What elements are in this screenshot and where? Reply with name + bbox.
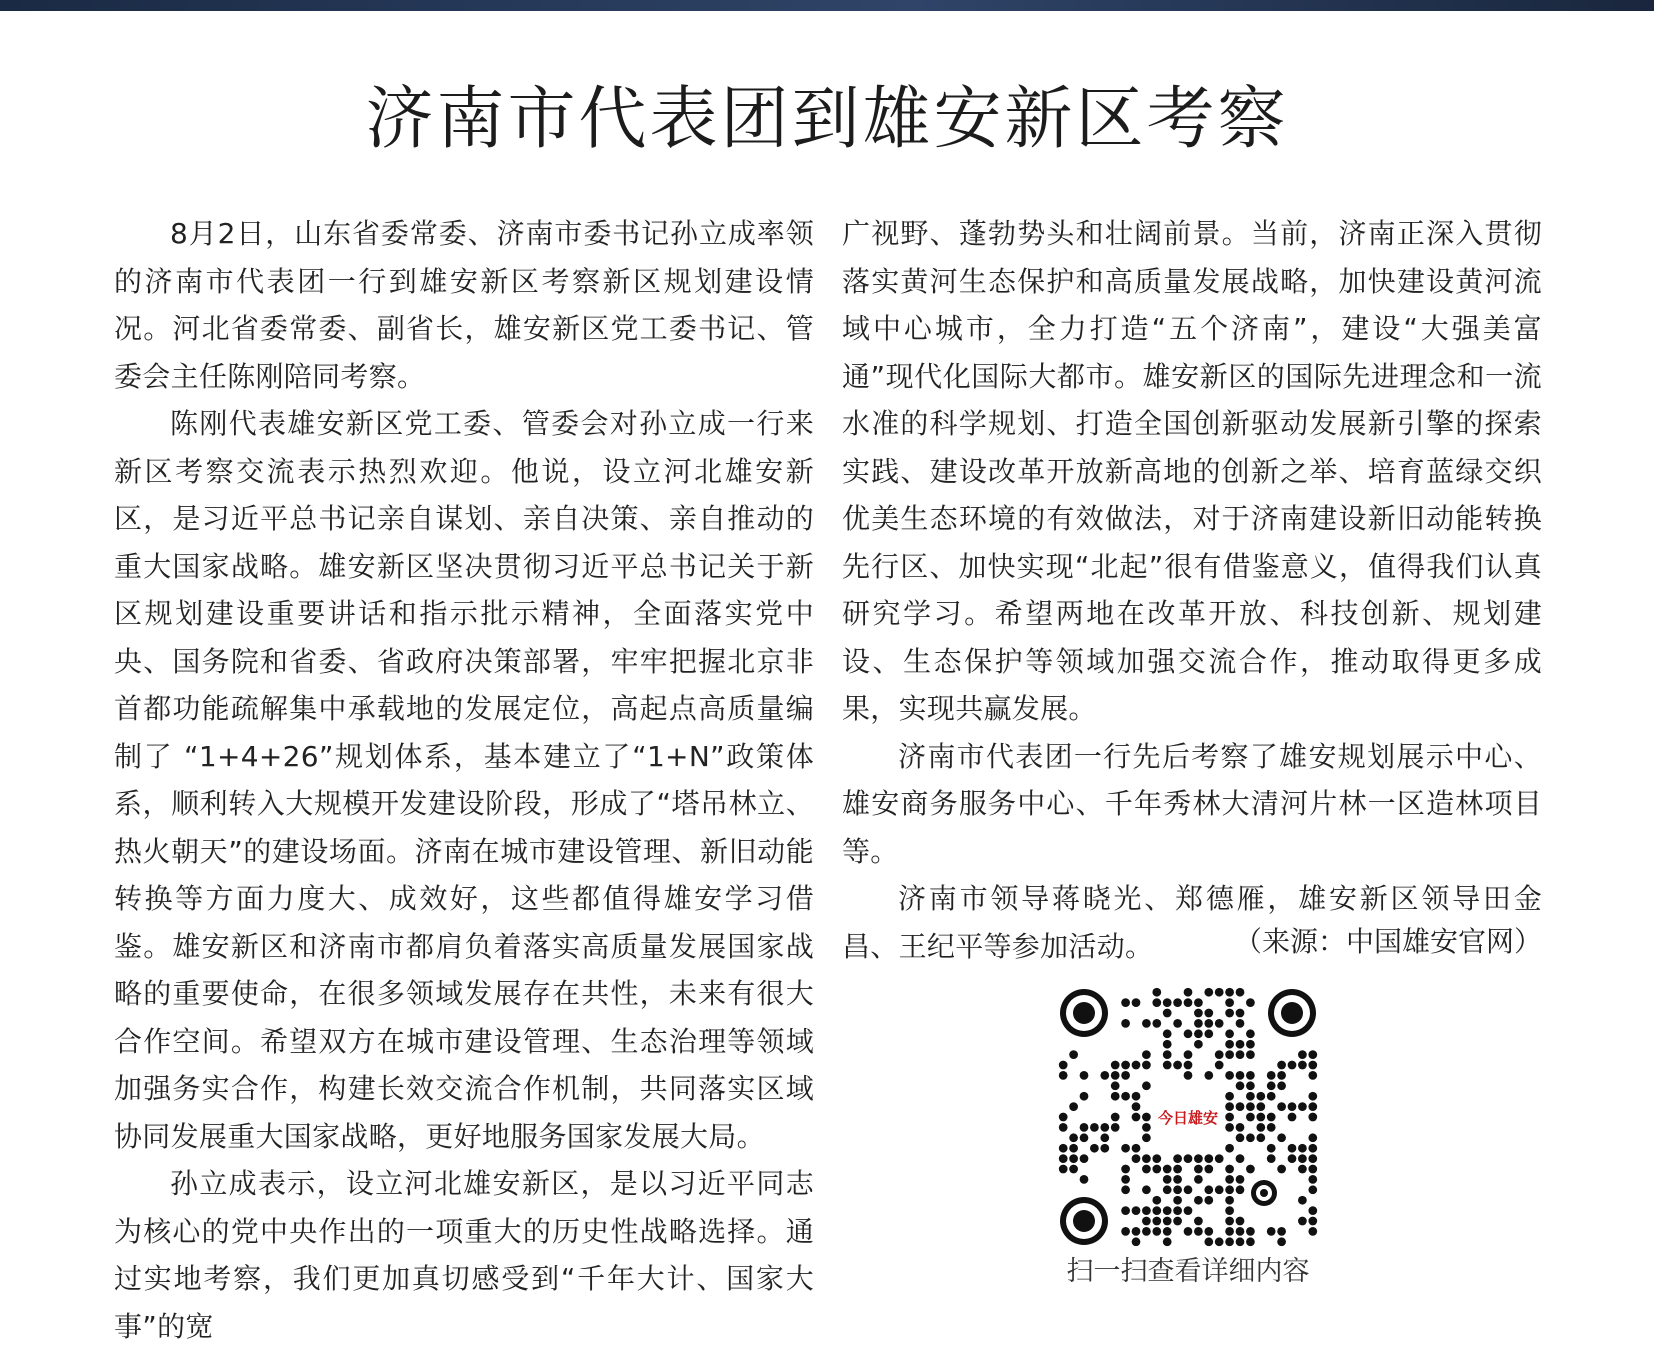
qr-module [1163,1206,1172,1215]
qr-module [1194,998,1203,1007]
qr-module [1090,1123,1099,1132]
qr-module [1246,1113,1255,1122]
qr-module [1173,1217,1182,1226]
qr-module [1298,1061,1307,1070]
qr-module [1267,1071,1276,1080]
qr-module [1152,1165,1161,1174]
qr-module [1308,1102,1317,1111]
qr-module [1236,1217,1245,1226]
qr-module [1256,1102,1265,1111]
qr-module [1194,1227,1203,1236]
qr-module [1204,988,1213,997]
qr-module [1215,1154,1224,1163]
qr-module [1308,1206,1317,1215]
qr-module [1225,1009,1234,1018]
qr-module [1173,1196,1182,1205]
qr-module [1173,1165,1182,1174]
qr-module [1256,1133,1265,1142]
qr-module [1215,1061,1224,1070]
qr-module [1121,1144,1130,1153]
qr-module [1277,1133,1286,1142]
qr-module [1215,1237,1224,1246]
qr-module [1256,1092,1265,1101]
qr-module [1059,1061,1068,1070]
qr-module [1152,1206,1161,1215]
qr-module [1308,1050,1317,1059]
qr-module [1142,1061,1151,1070]
qr-module [1236,1237,1245,1246]
qr-module [1246,1102,1255,1111]
qr-module [1111,1071,1120,1080]
qr-module [1194,1217,1203,1226]
qr-module [1277,1102,1286,1111]
qr-module [1142,1206,1151,1215]
qr-module [1308,1217,1317,1226]
qr-module [1152,998,1161,1007]
qr-module [1173,1154,1182,1163]
qr-module [1204,1237,1213,1246]
qr-module [1225,1092,1234,1101]
qr-module [1236,1071,1245,1080]
qr-module [1142,1050,1151,1059]
qr-module [1236,1154,1245,1163]
article-column-right [842,210,1542,970]
qr-module [1152,988,1161,997]
qr-module [1163,1165,1172,1174]
qr-module [1152,1227,1161,1236]
qr-module [1059,1154,1068,1163]
qr-module [1194,1019,1203,1028]
article-title: 济南市代表团到雄安新区考察 [365,80,1289,159]
qr-module [1298,1144,1307,1153]
qr-module [1277,1071,1286,1080]
paragraph-intro: 8月2日，山东省委常委、济南市委书记孙立成率领的济南市代表团一行到雄安新区考察新区规划建设情况。河北省委常委、副省长，雄安新区党工委书记、管委会主任陈刚陪同考察。 [114,217,814,393]
qr-module [1194,1165,1203,1174]
qr-module [1194,1196,1203,1205]
qr-module [1184,1029,1193,1038]
qr-module [1256,1113,1265,1122]
qr-module [1163,1217,1172,1226]
qr-module [1225,1237,1234,1246]
qr-module [1236,988,1245,997]
qr-module [1142,1081,1151,1090]
qr-module [1069,1144,1078,1153]
paragraph-sun-licheng-remarks: 孙立成表示，设立河北雄安新区，是以习近平同志为核心的党中央作出的一项重大的历史性战略选择。通过实地考察，我们更加真切感受到“千年大计、国家大事”的宽 [114,1167,814,1343]
qr-module [1184,1206,1193,1215]
qr-module [1132,1144,1141,1153]
qr-module [1215,1019,1224,1028]
qr-module [1246,1237,1255,1246]
qr-caption: 扫一扫查看详细内容 [1066,1256,1310,1287]
qr-module [1225,1175,1234,1184]
qr-logo-text: 今日雄安 [1157,1109,1219,1127]
qr-module [1111,1092,1120,1101]
qr-module [1142,1133,1151,1142]
qr-module [1173,998,1182,1007]
qr-module [1298,1196,1307,1205]
qr-module [1163,1227,1172,1236]
qr-module [1288,1061,1297,1070]
qr-module [1236,1227,1245,1236]
qr-module [1142,1165,1151,1174]
qr-module [1288,1113,1297,1122]
qr-module [1288,1154,1297,1163]
qr-module [1236,1009,1245,1018]
qr-module [1184,988,1193,997]
qr-module [1225,1206,1234,1215]
qr-module [1204,1227,1213,1236]
qr-module [1225,1196,1234,1205]
qr-module [1059,1165,1068,1174]
top-banner-bar [0,0,1654,11]
qr-module [1267,1227,1276,1236]
qr-module [1308,1144,1317,1153]
qr-module [1194,1154,1203,1163]
qr-module [1080,1154,1089,1163]
qr-module [1277,1237,1286,1246]
qr-module [1225,1185,1234,1194]
qr-module [1267,1154,1276,1163]
qr-module [1142,1227,1151,1236]
qr-module [1059,1144,1068,1153]
qr-module [1173,1019,1182,1028]
qr-module [1236,1123,1245,1132]
qr-module [1267,1123,1276,1132]
qr-module [1132,1061,1141,1070]
qr-module [1121,1175,1130,1184]
qr-module [1184,1185,1193,1194]
qr-module [1246,1040,1255,1049]
qr-module [1256,1123,1265,1132]
qr-module [1308,1061,1317,1070]
qr-module [1215,1050,1224,1059]
qr-module [1069,1154,1078,1163]
qr-module [1246,1050,1255,1059]
qr-module [1142,1113,1151,1122]
qr-module [1225,988,1234,997]
qr-module [1121,1061,1130,1070]
qr-module [1204,1019,1213,1028]
qr-module [1277,1081,1286,1090]
qr-module [1111,1123,1120,1132]
qr-module [1152,1019,1161,1028]
qr-module [1308,1175,1317,1184]
paragraph-chen-gang-remarks: 陈刚代表雄安新区党工委、管委会对孙立成一行来新区考察交流表示热烈欢迎。他说，设立河北雄安新区，是习近平总书记亲自谋划、亲自决策、亲自推动的重大国家战略。雄安新区坚决贯彻习近平总书记关于新区规划建设重要讲话和指示批示精神，全面落实党中央、国务院和省委、省政府决策部署，牢牢把握北京非首都功能疏解集中承载地的发展定位，高起点高质量编制了 “1+4+26”规划体系，基本建立了“1+N”政策体系，顺利转入大规模开发建设阶段，形成了“塔吊林立、热火朝天”的建设场面。济南在城市建设管理、新旧动能转换等方面力度大、成效好，这些都值得雄安学习借鉴。雄安新区和济南市都肩负着落实高质量发展国家战略的重要使命，在很多领域发展存在共性，未来有很大合作空间。希望双方在城市建设管理、生态治理等领域加强务实合作，构建长效交流合作机制，共同落实区域协同发展重大国家战略，更好地服务国家发展大局。 [114,407,814,1153]
qr-module [1267,1113,1276,1122]
qr-module [1152,1196,1161,1205]
qr-module [1173,1061,1182,1070]
qr-module [1163,1050,1172,1059]
qr-module [1184,998,1193,1007]
qr-module [1225,1144,1234,1153]
qr-module [1142,1019,1151,1028]
qr-module [1111,1113,1120,1122]
qr-module [1173,1185,1182,1194]
qr-module [1308,1165,1317,1174]
qr-module [1215,1185,1224,1194]
qr-module [1132,1113,1141,1122]
qr-module [1069,1102,1078,1111]
qr-module [1132,1237,1141,1246]
qr-module [1204,1071,1213,1080]
qr-code[interactable] [1058,987,1318,1247]
qr-module [1152,1217,1161,1226]
qr-module [1225,1102,1234,1111]
qr-module [1163,1040,1172,1049]
qr-module [1225,1071,1234,1080]
qr-module [1236,1019,1245,1028]
paragraph-site-visits: 济南市代表团一行先后考察了雄安规划展示中心、雄安商务服务中心、千年秀林大清河片林一区造林项目等。 [842,739,1542,868]
qr-module [1080,1092,1089,1101]
qr-module [1204,1009,1213,1018]
qr-module [1225,1113,1234,1122]
qr-module [1267,1092,1276,1101]
qr-module [1277,1061,1286,1070]
qr-module [1152,1154,1161,1163]
qr-module [1246,1029,1255,1038]
qr-finder-bottom-left [1060,1197,1108,1245]
qr-module [1204,1154,1213,1163]
qr-module [1288,1144,1297,1153]
qr-module [1163,1009,1172,1018]
qr-module [1204,1165,1213,1174]
qr-module [1069,1165,1078,1174]
qr-module [1267,1144,1276,1153]
qr-module [1225,1050,1234,1059]
qr-module [1184,1227,1193,1236]
qr-module [1132,1154,1141,1163]
qr-module [1059,1113,1068,1122]
qr-module [1059,1123,1068,1132]
qr-module [1163,1029,1172,1038]
qr-module [1142,1123,1151,1132]
qr-module [1277,1165,1286,1174]
qr-module [1298,1050,1307,1059]
qr-module [1069,1133,1078,1142]
qr-module [1142,1217,1151,1226]
qr-module [1236,1040,1245,1049]
qr-module [1100,1071,1109,1080]
qr-module [1236,1050,1245,1059]
qr-module [1225,1029,1234,1038]
qr-module [1132,1206,1141,1215]
qr-module [1225,1217,1234,1226]
qr-module [1225,1123,1234,1132]
qr-module [1225,998,1234,1007]
qr-module [1059,1071,1068,1080]
qr-module [1308,1113,1317,1122]
paragraph-sun-licheng-remarks-continued: 广视野、蓬勃势头和壮阔前景。当前，济南正深入贯彻落实黄河生态保护和高质量发展战略，加快建设黄河流域中心城市，全力打造“五个济南”，建设“大强美富通”现代化国际大都市。雄安新区的国际先进理念和一流水准的科学规划、打造全国创新驱动发展新引擎的探索实践、建设改革开放新高地的创新之举、培育蓝绿交织优美生态环境的有效做法，对于济南建设新旧动能转换先行区、加快实现“北起”很有借鉴意义，值得我们认真研究学习。希望两地在改革开放、科技创新、规划建设、生态保护等领域加强交流合作，推动取得更多成果，实现共赢发展。 [842,217,1542,725]
qr-module [1246,998,1255,1007]
qr-module [1308,1154,1317,1163]
qr-module [1204,1196,1213,1205]
qr-module [1246,1092,1255,1101]
qr-module [1111,1061,1120,1070]
qr-module [1236,1185,1245,1194]
qr-module [1308,1227,1317,1236]
qr-module [1267,1081,1276,1090]
qr-module [1163,1185,1172,1194]
qr-alignment-mark [1251,1180,1277,1206]
qr-module [1277,1227,1286,1236]
qr-module [1121,1185,1130,1194]
qr-module [1298,1165,1307,1174]
qr-module [1194,1009,1203,1018]
qr-module [1173,1206,1182,1215]
qr-module [1080,1175,1089,1184]
qr-module [1308,1133,1317,1142]
qr-module [1184,1061,1193,1070]
qr-module [1069,1050,1078,1059]
qr-module [1246,1071,1255,1080]
qr-finder-top-right [1268,989,1316,1037]
qr-module [1184,1050,1193,1059]
qr-module [1132,1102,1141,1111]
qr-module [1121,1165,1130,1174]
qr-module [1121,998,1130,1007]
qr-finder-top-left [1060,989,1108,1037]
qr-module [1100,1144,1109,1153]
qr-module [1298,1154,1307,1163]
qr-module [1246,1165,1255,1174]
qr-module [1132,998,1141,1007]
qr-module [1184,1154,1193,1163]
qr-module [1225,1165,1234,1174]
qr-module [1121,1206,1130,1215]
qr-module [1163,1237,1172,1246]
qr-module [1111,1081,1120,1090]
qr-module [1246,1227,1255,1236]
qr-module [1132,1227,1141,1236]
qr-module [1142,1185,1151,1194]
qr-module [1298,1217,1307,1226]
qr-module [1100,1123,1109,1132]
article-source: （来源：中国雄安官网） [1233,925,1542,958]
qr-module [1308,1185,1317,1194]
qr-module [1194,1040,1203,1049]
qr-module [1090,1144,1099,1153]
paragraph-attendees: 济南市领导蒋晓光、郑德雁，雄安新区领导田金昌、王纪平等参加活动。 [842,882,1542,963]
qr-module [1246,1133,1255,1142]
qr-module [1080,1123,1089,1132]
qr-module [1194,1029,1203,1038]
qr-module [1121,1071,1130,1080]
qr-module [1308,1092,1317,1101]
qr-module [1215,988,1224,997]
qr-module [1121,1092,1130,1101]
qr-module [1142,1154,1151,1163]
qr-module [1080,1133,1089,1142]
qr-module [1236,1175,1245,1184]
qr-module [1163,998,1172,1007]
qr-module [1236,1102,1245,1111]
article-column-left [114,210,814,1350]
qr-module [1132,1092,1141,1101]
qr-module [1100,1133,1109,1142]
qr-module [1204,1185,1213,1194]
qr-module [1225,1040,1234,1049]
qr-module [1204,1029,1213,1038]
qr-center-logo [1154,1083,1222,1151]
qr-module [1163,1061,1172,1070]
qr-module [1194,1175,1203,1184]
qr-module [1163,1175,1172,1184]
qr-module [1288,1102,1297,1111]
qr-module [1236,1133,1245,1142]
qr-module [1236,1081,1245,1090]
qr-module [1308,1071,1317,1080]
qr-module [1184,1071,1193,1080]
qr-module [1173,1175,1182,1184]
qr-module [1298,1102,1307,1111]
qr-module [1246,1081,1255,1090]
qr-module [1225,1227,1234,1236]
qr-module [1080,1071,1089,1080]
qr-module [1121,1019,1130,1028]
qr-module [1121,1227,1130,1236]
